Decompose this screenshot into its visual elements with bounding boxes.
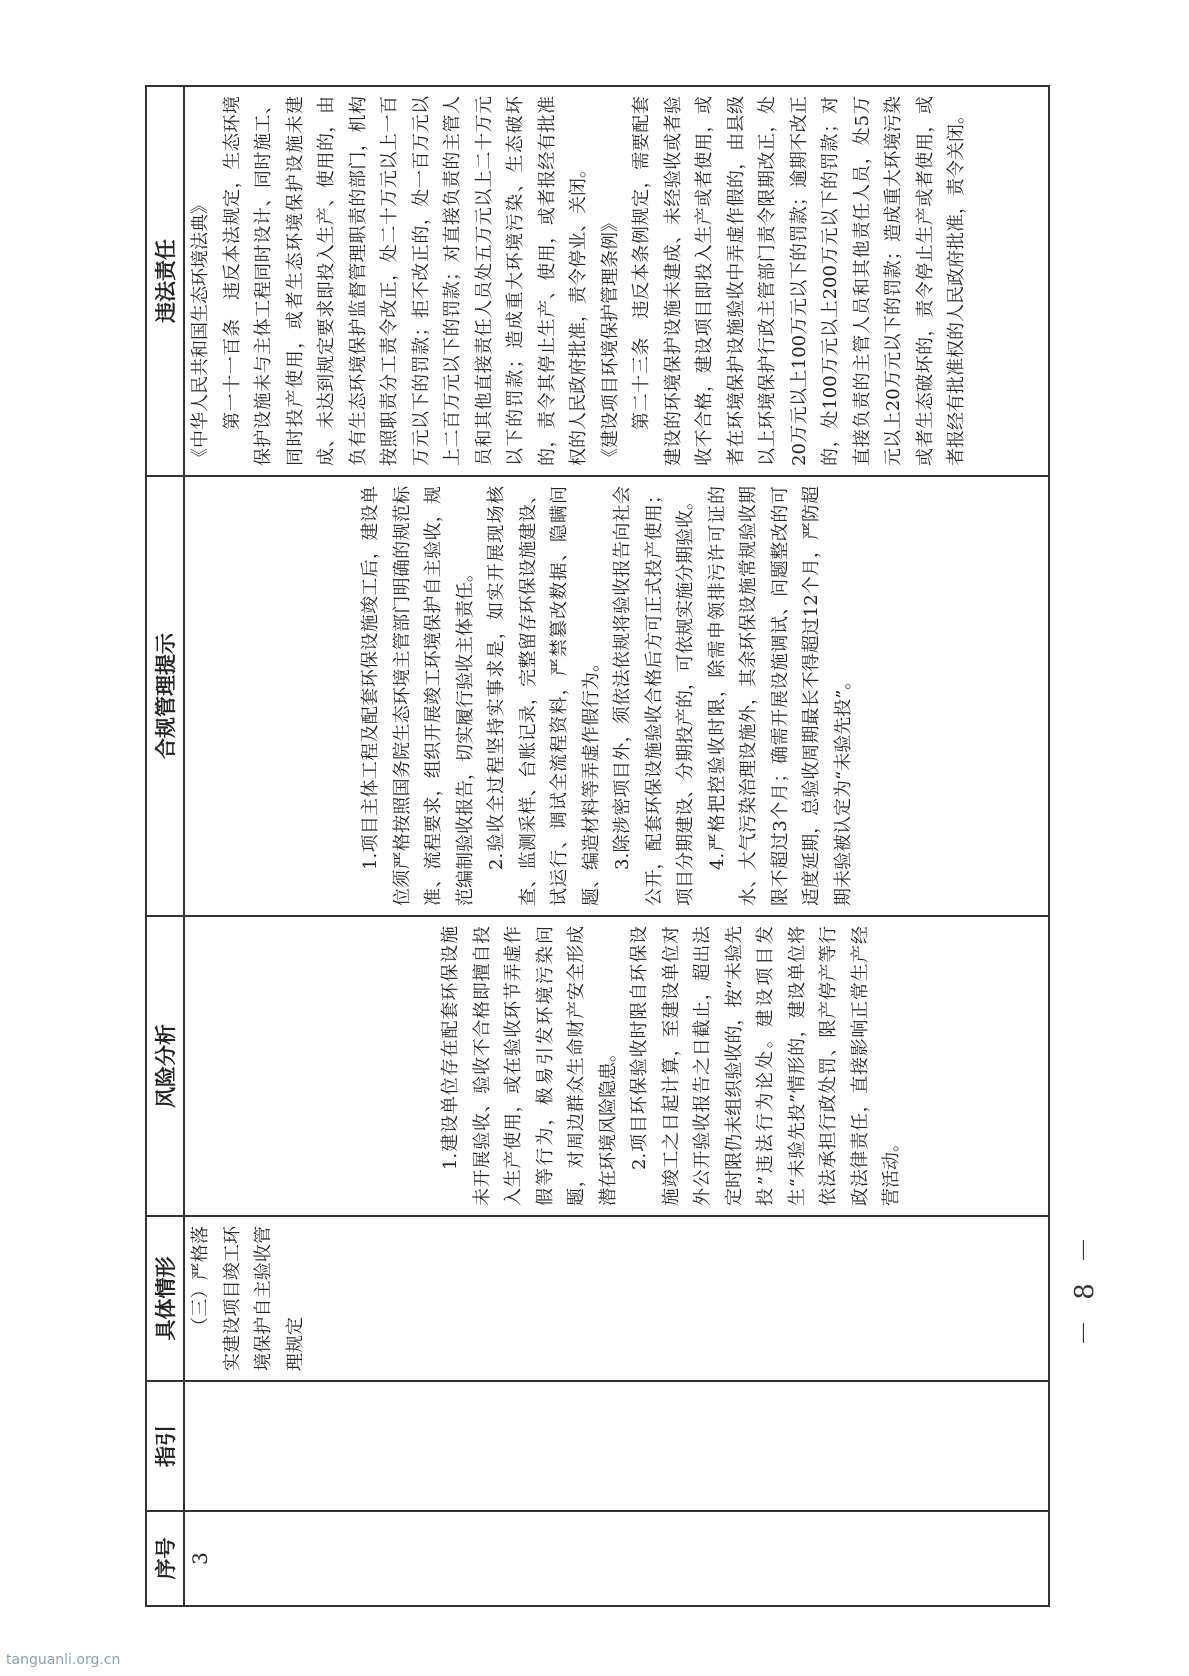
row-seq: 3 <box>184 1511 1049 1606</box>
scenario-text: （三）严格落实建设项目竣工环境保护自主验收管理规定 <box>190 1226 306 1371</box>
header-liability: 违法责任 <box>146 86 184 476</box>
compliance-paragraph: 3.除涉密项目外，须依法依规将验收报告向社会公开，配套环保设施验收合格后方可正式投产使用；项目分期建设、分期投产的，可依规实施分期验收。 <box>612 486 696 906</box>
table-row <box>184 86 1049 1606</box>
page-number: － 8 － <box>1070 1230 1101 1347</box>
header-scenario: 具体情形 <box>146 1216 184 1381</box>
risk-paragraph: 1.建设单位存在配套环保设施未开展验收、验收不合格即擅自投入生产使用，或在验收环节弄虚作假等行为，极易引发环境污染问题，对周边群众生命财产安全形成潜在环境风险隐患。 <box>440 926 619 1206</box>
row-liability <box>184 86 1049 476</box>
watermark-text: tanguanli.org.cn <box>6 1652 121 1668</box>
compliance-paragraph: 2.验收全过程坚持实事求是，如实开展现场核查、监测采样、台账记录，完整留存环保设施建设、试运行、调试全流程资料，严禁篡改数据、隐瞒问题、编造材料等弄虚作假行为。 <box>486 486 602 906</box>
header-compliance: 合规管理提示 <box>146 476 184 916</box>
law-title: 《中华人民共和国生态环境法典》 <box>190 196 211 466</box>
header-guide: 指引 <box>146 1381 184 1511</box>
row-risk <box>184 916 1049 1216</box>
law-title: 《建设项目环境保护管理条例》 <box>599 214 621 466</box>
regulation-table <box>145 85 1050 1607</box>
row-compliance <box>184 476 1049 916</box>
compliance-paragraph: 4.严格把控验收时限，除需申领排污许可证的水、大气污染治理设施外，其余环保设施常规验收期限不超过3个月；确需开展设施调试、问题整改的可适度延期，总验收周期最长不得超过12个月，严防超期未验被认定为“未验先投”。 <box>706 486 854 906</box>
compliance-paragraph: 1.项目主体工程及配套环保设施竣工后，建设单位须严格按照国务院生态环境主管部门明确的规范标准、流程要求，组织开展竣工环境保护自主验收，规范编制验收报告，切实履行验收主体责任。 <box>360 486 476 906</box>
header-risk: 风险分析 <box>146 916 184 1216</box>
header-seq: 序号 <box>146 1511 184 1606</box>
risk-paragraph: 2.项目环保验收时限自环保设施竣工之日起计算，至建设单位对外公开验收报告之日截止，超出法定时限仍未组织验收的，按“未验先投”违法行为论处。建设项目发生“未验先投”情形的，建设单位将依法承担行政处罚、限产停产等行政法律责任，直接影响正常生产经营活动。 <box>629 926 902 1206</box>
rotated-table-page <box>145 87 1050 1607</box>
law-article: 第二十三条 违反本条例规定，需要配套建设的环境保护设施未建成、未经验收或者验收不合格，建设项目即投入生产或者使用，或者在环境保护设施验收中弄虚作假的，由县级以上环境保护行政主管部门责令限期改正，处20万元以上100万元以下的罚款；逾期不改正的，处100万元以上200万元以下的罚款；对直接负责的主管人员和其他责任人员，处5万元以上20万元以下的罚款；造成重大环境污染或者生态破坏的，责令停止生产或者使用，或者报经有批准权的人民政府批准，责令关闭。 <box>631 96 967 466</box>
row-scenario <box>184 1216 1049 1381</box>
row-guide <box>184 1381 1049 1511</box>
table-header-row <box>146 86 184 1606</box>
law-article: 第一十一百条 违反本法规定，生态环境保护设施未与主体工程同时设计、同时施工、同时投产使用，或者生态环境保护设施未建成、未达到规定要求即投入生产、使用的，由负有生态环境保护监督管理职责的部门，机构按照职责分工责令改正，处二十万元以上一百万元以下的罚款；拒不改正的，处一百万元以上二百万元以下的罚款；对直接负责的主管人员和其他直接责任人员处五万元以上二十万元以下的罚款；造成重大环境污染、生态破坏的，责令其停止生产、使用，或者报经有批准权的人民政府批准，责令停业、关闭。 <box>221 96 589 466</box>
